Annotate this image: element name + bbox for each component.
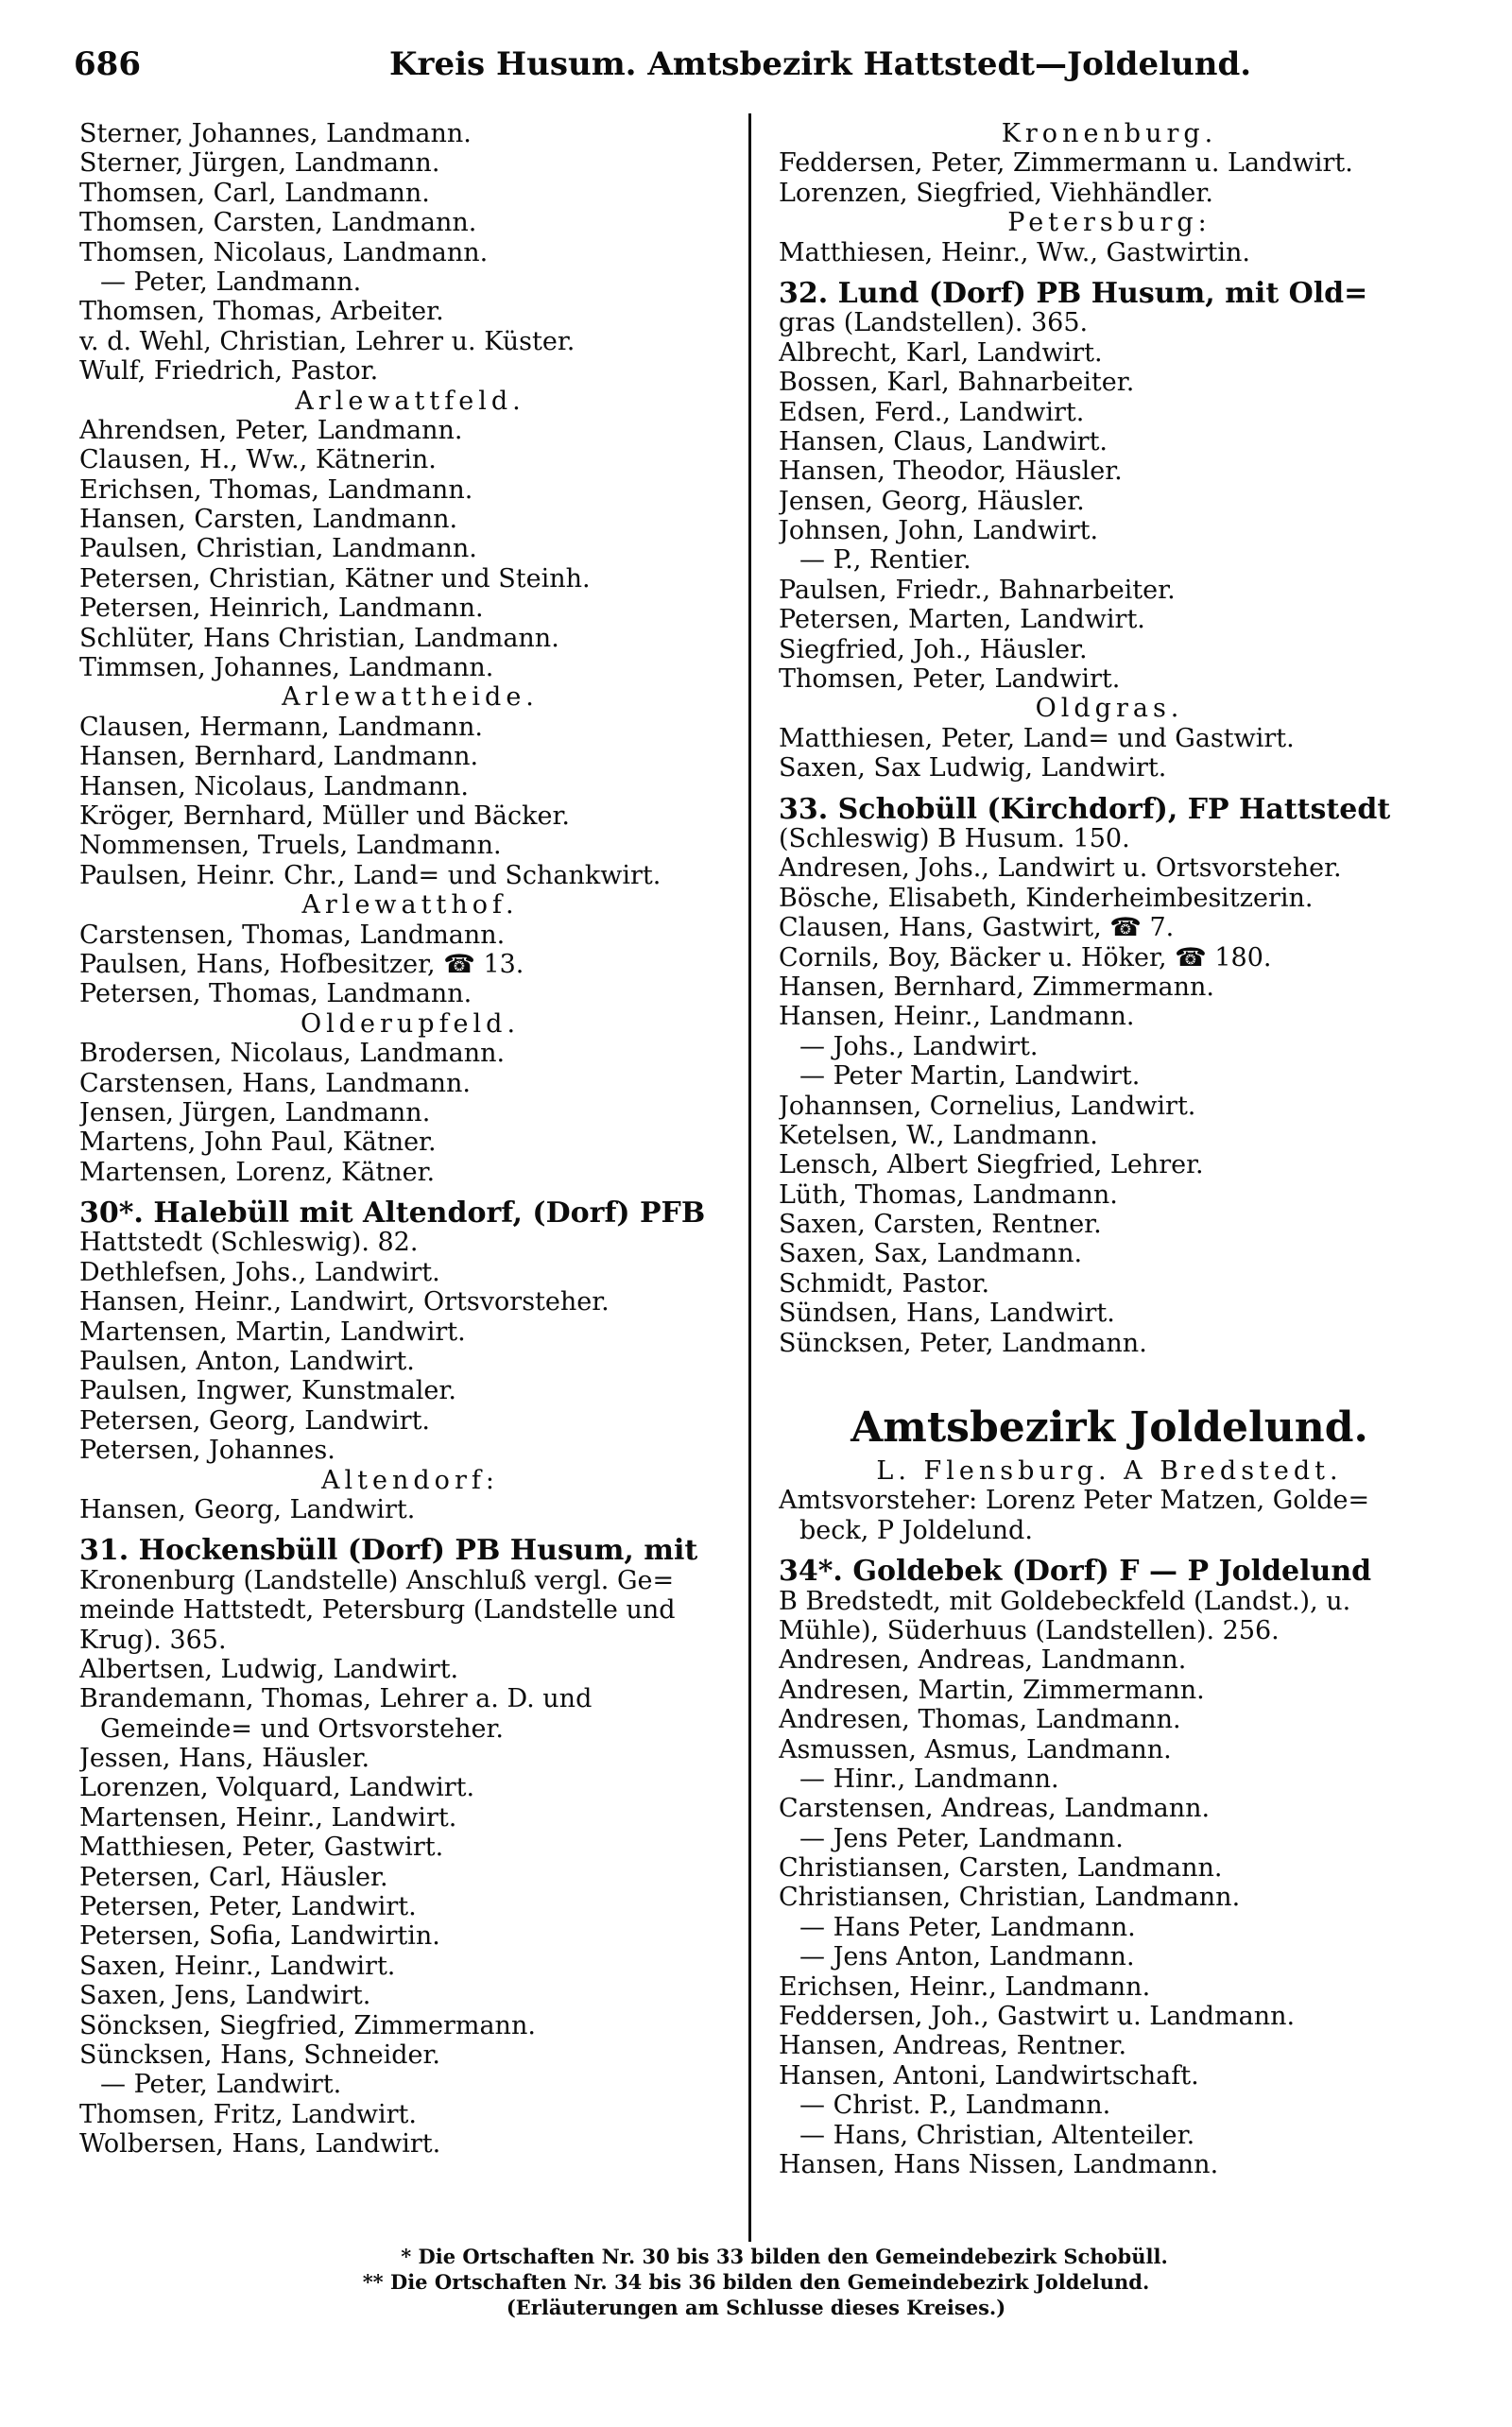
- entry-line: Andresen, Johs., Landwirt u. Ortsvorsteher.: [779, 853, 1342, 884]
- entry-line: Matthiesen, Heinr., Ww., Gastwirtin.: [779, 237, 1250, 267]
- entry-line: Paulsen, Anton, Landwirt.: [79, 1347, 415, 1377]
- page-number: 686: [74, 45, 141, 83]
- footnotes: [0, 2244, 1512, 2320]
- entry-line: Nommensen, Truels, Landmann.: [79, 831, 502, 861]
- entry-line: Söncksen, Siegfried, Zimmermann.: [79, 2010, 536, 2040]
- locality-heading: 31. Hockensbüll (Dorf) PB Husum, mit: [79, 1536, 698, 1566]
- spacer: [79, 1187, 741, 1198]
- entry-line: Thomsen, Thomas, Arbeiter.: [79, 297, 444, 327]
- entry-line: Petersen, Heinrich, Landmann.: [79, 594, 484, 624]
- entry-line: Christiansen, Carsten, Landmann.: [779, 1853, 1223, 1884]
- entry-line: Clausen, Hermann, Landmann.: [79, 712, 484, 742]
- entry-line: Saxen, Jens, Landwirt.: [79, 1981, 371, 2011]
- place-subheading: Altendorf:: [321, 1465, 499, 1495]
- entry-line: Hansen, Claus, Landwirt.: [779, 426, 1108, 456]
- page-header: [74, 45, 1435, 93]
- entry-line: Schmidt, Pastor.: [779, 1268, 990, 1299]
- entry-line: Hansen, Andreas, Rentner.: [779, 2031, 1127, 2061]
- footnote-2: ** Die Ortschaften Nr. 34 bis 36 bilden den Gemeindebezirk Joldelund.: [362, 2270, 1150, 2294]
- entry-line: — Jens Anton, Landmann.: [799, 1942, 1135, 1972]
- entry-line: Petersen, Sofia, Landwirtin.: [79, 1921, 440, 1952]
- spacer: [779, 783, 1440, 795]
- entry-line: Saxen, Carsten, Rentner.: [779, 1210, 1102, 1240]
- entry-line: — Peter, Landmann.: [100, 267, 362, 297]
- entry-line: Brandemann, Thomas, Lehrer a. D. und: [79, 1684, 593, 1714]
- entry-line: Lensch, Albert Siegfried, Lehrer.: [779, 1150, 1204, 1180]
- locality-heading: 34*. Goldebek (Dorf) F — P Joldelund: [779, 1557, 1372, 1587]
- entry-line: Thomsen, Nicolaus, Landmann.: [79, 237, 489, 267]
- entry-line: Saxen, Sax Ludwig, Landwirt.: [779, 753, 1167, 783]
- entry-line: — Jens Peter, Landmann.: [799, 1823, 1124, 1853]
- place-subheading: Arlewatthof.: [301, 890, 519, 921]
- place-subheading: Petersburg:: [1007, 208, 1211, 238]
- entry-line: Bossen, Karl, Bahnarbeiter.: [779, 368, 1135, 398]
- entry-line: Hansen, Georg, Landwirt.: [79, 1494, 416, 1524]
- entry-line: Paulsen, Ingwer, Kunstmaler.: [79, 1376, 456, 1406]
- entry-line: Asmussen, Asmus, Landmann.: [779, 1734, 1172, 1764]
- entry-line: — Hans Peter, Landmann.: [799, 1912, 1136, 1942]
- entry-line: — Johs., Landwirt.: [799, 1031, 1039, 1061]
- entry-line: Christiansen, Christian, Landmann.: [779, 1883, 1241, 1913]
- entry-line: Hansen, Antoni, Landwirtschaft.: [779, 2060, 1199, 2091]
- entry-line: Thomsen, Fritz, Landwirt.: [79, 2099, 417, 2129]
- spacer: [779, 267, 1440, 279]
- entry-line: Erichsen, Thomas, Landmann.: [79, 474, 473, 505]
- entry-line: — Peter, Landwirt.: [100, 2070, 342, 2100]
- entry-line: Petersen, Marten, Landwirt.: [779, 605, 1145, 635]
- entry-line: Paulsen, Heinr. Chr., Land= und Schankwirt.: [79, 860, 662, 890]
- entry-line: Clausen, Hans, Gastwirt, ☎ 7.: [779, 913, 1175, 943]
- entry-line: Edsen, Ferd., Landwirt.: [779, 397, 1085, 427]
- entry-line: Hansen, Hans Nissen, Landmann.: [779, 2150, 1219, 2179]
- place-subheading: Oldgras.: [1035, 694, 1184, 724]
- entry-line: Martensen, Martin, Landwirt.: [79, 1317, 466, 1347]
- entry-line: Hansen, Theodor, Häusler.: [779, 456, 1123, 487]
- entry-line: meinde Hattstedt, Petersburg (Landstelle und: [79, 1595, 676, 1626]
- entry-line: Cornils, Boy, Bäcker u. Höker, ☎ 180.: [779, 942, 1272, 973]
- locality-heading: 33. Schobüll (Kirchdorf), FP Hattstedt: [779, 794, 1391, 824]
- entry-line: Andresen, Thomas, Landmann.: [779, 1705, 1181, 1735]
- entry-line: Saxen, Heinr., Landwirt.: [79, 1951, 396, 1981]
- entry-line: Krug). 365.: [79, 1625, 227, 1655]
- entry-line: Brodersen, Nicolaus, Landmann.: [79, 1039, 506, 1069]
- entry-line: Hattstedt (Schleswig). 82.: [79, 1228, 419, 1258]
- left-column: [79, 119, 741, 2160]
- entry-line: Lorenzen, Volquard, Landwirt.: [79, 1773, 475, 1803]
- entry-line: Thomsen, Carsten, Landmann.: [79, 208, 477, 238]
- place-subheading: Arlewattfeld.: [295, 386, 525, 416]
- entry-line: Feddersen, Joh., Gastwirt u. Landmann.: [779, 2002, 1296, 2032]
- entry-line: Petersen, Carl, Häusler.: [79, 1862, 388, 1892]
- entry-line: Lüth, Thomas, Landmann.: [779, 1179, 1118, 1210]
- entry-line: Jensen, Jürgen, Landmann.: [79, 1097, 431, 1127]
- entry-line: Kröger, Bernhard, Müller und Bäcker.: [79, 800, 570, 831]
- place-subheading: Kronenburg.: [1001, 119, 1218, 148]
- entry-line: Feddersen, Peter, Zimmermann u. Landwirt.: [779, 148, 1353, 179]
- entry-line: Sterner, Johannes, Landmann.: [79, 119, 472, 148]
- entry-line: Schlüter, Hans Christian, Landmann.: [79, 623, 559, 653]
- entry-line: Clausen, H., Ww., Kätnerin.: [79, 445, 437, 475]
- entry-line: Petersen, Georg, Landwirt.: [79, 1405, 430, 1436]
- entry-line: Paulsen, Hans, Hofbesitzer, ☎ 13.: [79, 949, 524, 979]
- entry-line: v. d. Wehl, Christian, Lehrer u. Küster.: [79, 326, 576, 356]
- entry-line: Jensen, Georg, Häusler.: [779, 486, 1085, 516]
- entry-line: Petersen, Johannes.: [79, 1436, 335, 1466]
- entry-line: Hansen, Nicolaus, Landmann.: [79, 771, 469, 801]
- entry-line: gras (Landstellen). 365.: [779, 308, 1089, 338]
- district-heading: Amtsbezirk Joldelund.: [850, 1403, 1368, 1453]
- entry-line: Süncksen, Peter, Landmann.: [779, 1328, 1147, 1358]
- entry-line: Ahrendsen, Peter, Landmann.: [79, 415, 463, 445]
- entry-line: Hansen, Bernhard, Landmann.: [79, 742, 479, 772]
- entry-line: Hansen, Carsten, Landmann.: [79, 505, 458, 535]
- spacer: [779, 1545, 1440, 1557]
- place-subheading: L. Flensburg. A Bredstedt.: [876, 1456, 1343, 1487]
- spacer: [779, 1379, 1440, 1400]
- entry-line: Jessen, Hans, Häusler.: [79, 1744, 370, 1774]
- entry-line: beck, P Joldelund.: [799, 1515, 1033, 1545]
- running-title: Kreis Husum. Amtsbezirk Hattstedt—Joldelund.: [389, 45, 1252, 83]
- entry-line: Gemeinde= und Ortsvorsteher.: [100, 1713, 505, 1744]
- entry-line: Sündsen, Hans, Landwirt.: [779, 1299, 1115, 1329]
- entry-line: Paulsen, Friedr., Bahnarbeiter.: [779, 575, 1176, 605]
- entry-line: Kronenburg (Landstelle) Anschluß vergl. Ge=: [79, 1565, 675, 1595]
- entry-line: Hansen, Heinr., Landwirt, Ortsvorsteher.: [79, 1287, 610, 1317]
- entry-line: Siegfried, Joh., Häusler.: [779, 634, 1088, 664]
- place-subheading: Arlewattheide.: [282, 682, 539, 713]
- entry-line: Saxen, Sax, Landmann.: [779, 1239, 1083, 1269]
- entry-line: — P., Rentier.: [799, 545, 971, 576]
- entry-line: Albertsen, Ludwig, Landwirt.: [79, 1654, 459, 1684]
- entry-line: Thomsen, Carl, Landmann.: [79, 178, 430, 208]
- entry-line: Petersen, Christian, Kätner und Steinh.: [79, 563, 591, 594]
- entry-line: Carstensen, Thomas, Landmann.: [79, 920, 506, 950]
- entry-line: — Hans, Christian, Altenteiler.: [799, 2120, 1195, 2150]
- entry-line: Dethlefsen, Johs., Landwirt.: [79, 1257, 440, 1287]
- entry-line: Wulf, Friedrich, Pastor.: [79, 356, 379, 387]
- entry-line: Johannsen, Cornelius, Landwirt.: [779, 1091, 1196, 1121]
- entry-line: (Schleswig) B Husum. 150.: [779, 823, 1130, 853]
- entry-line: Martens, John Paul, Kätner.: [79, 1127, 437, 1158]
- locality-heading: 32. Lund (Dorf) PB Husum, mit Old=: [779, 278, 1368, 309]
- entry-line: Thomsen, Peter, Landwirt.: [779, 664, 1121, 695]
- entry-line: Lorenzen, Siegfried, Viehhändler.: [779, 178, 1213, 208]
- entry-line: Bösche, Elisabeth, Kinderheimbesitzerin.: [779, 883, 1314, 913]
- entry-line: Carstensen, Andreas, Landmann.: [779, 1794, 1211, 1824]
- footnote-1: * Die Ortschaften Nr. 30 bis 33 bilden den Gemeindebezirk Schobüll.: [401, 2245, 1168, 2268]
- entry-line: Süncksen, Hans, Schneider.: [79, 2040, 440, 2070]
- entry-line: Johnsen, John, Landwirt.: [779, 516, 1099, 546]
- entry-line: Martensen, Lorenz, Kätner.: [79, 1157, 436, 1187]
- entry-line: Ketelsen, W., Landmann.: [779, 1120, 1098, 1150]
- entry-line: Wolbersen, Hans, Landwirt.: [79, 2129, 441, 2160]
- entry-line: Mühle), Süderhuus (Landstellen). 256.: [779, 1615, 1280, 1645]
- entry-line: Amtsvorsteher: Lorenz Peter Matzen, Golde=: [779, 1486, 1370, 1516]
- entry-line: Albrecht, Karl, Landwirt.: [779, 337, 1103, 368]
- entry-line: Carstensen, Hans, Landmann.: [79, 1068, 471, 1098]
- entry-line: — Christ. P., Landmann.: [799, 2091, 1111, 2121]
- entry-line: Matthiesen, Peter, Land= und Gastwirt.: [779, 723, 1295, 753]
- entry-line: Petersen, Peter, Landwirt.: [79, 1892, 417, 1922]
- entry-line: Andresen, Andreas, Landmann.: [779, 1645, 1187, 1676]
- column-divider: [748, 113, 751, 2242]
- right-column: [779, 119, 1440, 2179]
- entry-line: Hansen, Bernhard, Zimmermann.: [779, 972, 1214, 1002]
- entry-line: Petersen, Thomas, Landmann.: [79, 979, 472, 1009]
- footnote-3: (Erläuterungen am Schlusse dieses Kreises.): [506, 2296, 1006, 2319]
- entry-line: Hansen, Heinr., Landmann.: [779, 1002, 1135, 1032]
- entry-line: Erichsen, Heinr., Landmann.: [779, 1971, 1151, 2002]
- entry-line: Andresen, Martin, Zimmermann.: [779, 1675, 1205, 1705]
- entry-line: — Peter Martin, Landwirt.: [799, 1061, 1141, 1092]
- place-subheading: Olderupfeld.: [300, 1008, 521, 1039]
- locality-heading: 30*. Halebüll mit Altendorf, (Dorf) PFB: [79, 1198, 706, 1229]
- entry-line: Matthiesen, Peter, Gastwirt.: [79, 1833, 444, 1863]
- spacer: [79, 1524, 741, 1536]
- entry-line: — Hinr., Landmann.: [799, 1764, 1059, 1794]
- spacer: [779, 1358, 1440, 1379]
- entry-line: Paulsen, Christian, Landmann.: [79, 534, 477, 564]
- entry-line: Martensen, Heinr., Landwirt.: [79, 1802, 457, 1833]
- entry-line: Timmsen, Johannes, Landmann.: [79, 653, 494, 683]
- entry-line: Sterner, Jürgen, Landmann.: [79, 148, 440, 179]
- entry-line: B Bredstedt, mit Goldebeckfeld (Landst.), u.: [779, 1586, 1351, 1616]
